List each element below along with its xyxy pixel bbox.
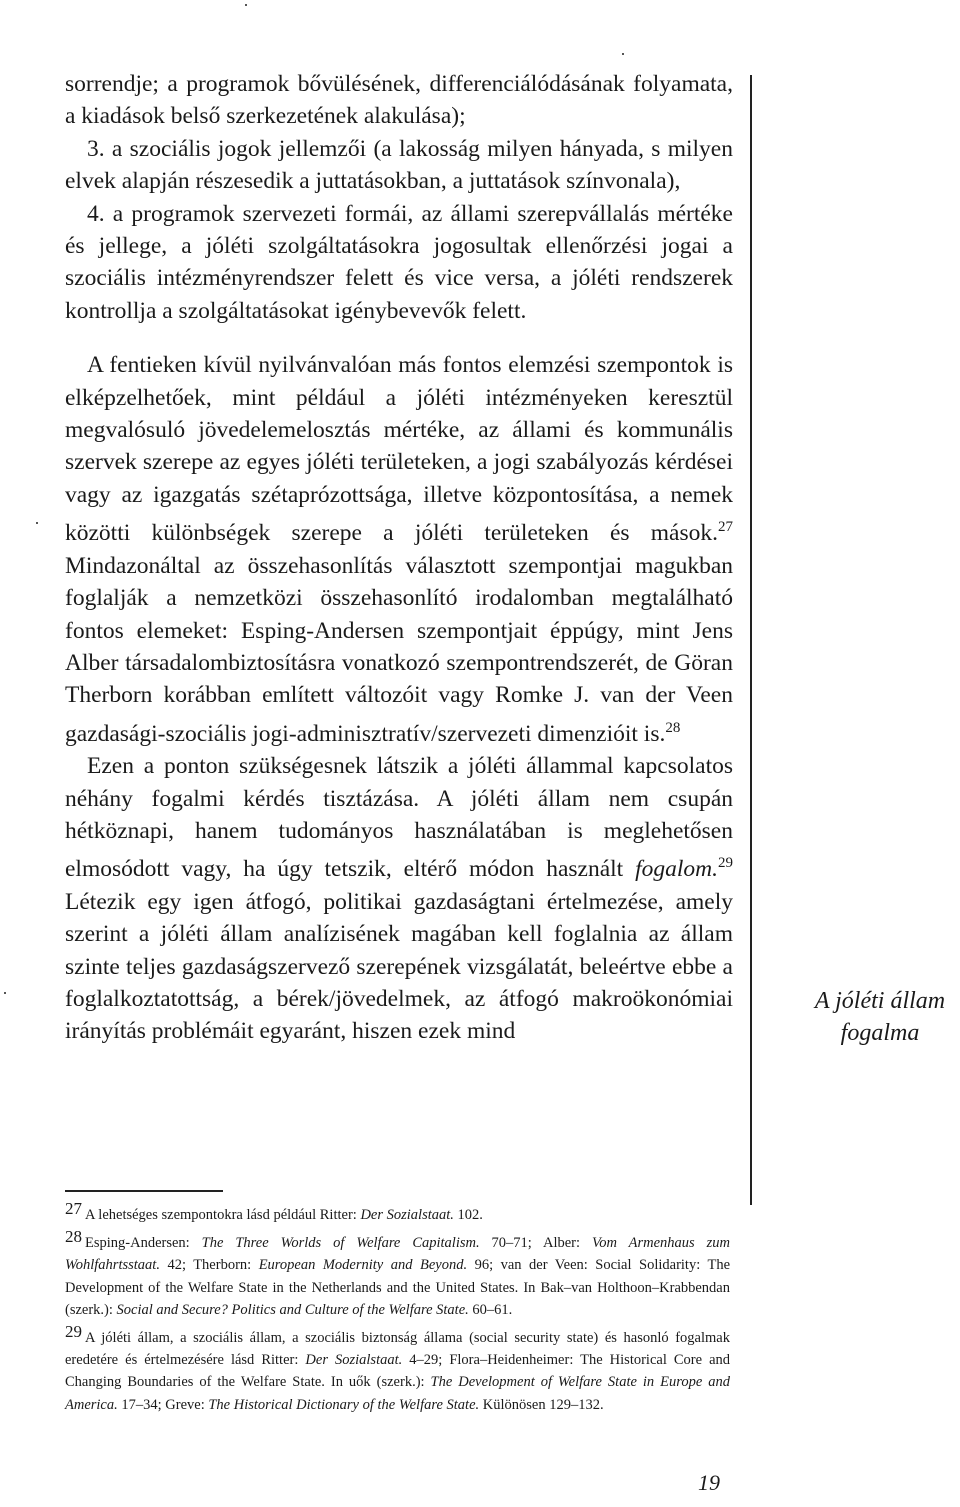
- paragraph-concept-term: fogalom.: [635, 856, 718, 883]
- list-item-4: 4. a programok szervezeti formái, az állami szerepvállalás mértéke és jellege, a jóléti szolgáltatásokra jogosultak ellenőrzési jogai a szociális intézményrendszer felett és vice versa, a jóléti rendszerek kontrollja a szolgáltatásokat igénybevevők felett.: [65, 200, 733, 324]
- paragraph-criteria-text-b: Mindazonáltal az összehasonlítás választott szempontjai magukban foglalják a nemzetközi összehasonlító irodalomban megtalálható fontos elemeket: Esping-Andersen szempontjait éppúgy, mint Jens Alber társadalombiztosításra vonatkozó szempontrendszerét, de Göran Therborn korábban említett változóit vagy Romke J. van der Veen gazdasági-szociális jogi-adminisztratív/szervezeti dimenzióit is.: [65, 552, 733, 747]
- footnote-part: 4–29; Flora–Heidenheimer: The Historical Core and Changing Boundaries of the Welfare State. In uők (szerk.):: [65, 1352, 731, 1391]
- footnote-number: 28: [65, 1227, 82, 1247]
- footnote-part-title: The Historical Dictionary of the Welfare State.: [208, 1396, 480, 1413]
- footnote-27: [65, 1198, 730, 1226]
- footnotes: [65, 1198, 730, 1416]
- footnote-ref-29: 29: [718, 855, 733, 872]
- footnote-part-title: Social and Secure? Politics and Culture of the Welfare State.: [116, 1301, 469, 1318]
- paragraph-list-continuation: sorrendje; a programok bővülésének, differenciálódásának folyamata, a kiadások belső szerkezetének alakulása);: [65, 71, 733, 130]
- footnote-28: [65, 1226, 730, 1321]
- scan-speck: [36, 522, 38, 524]
- paragraph-concept-text-a: Ezen a ponton szükségesnek látszik a jóléti állammal kapcsolatos néhány fogalmi kérdés tisztázása. A jóléti állam nem csupán hétköznapi, hanem tudományos használatában is meglehetősen elmosódott vagy, ha úgy tetszik, eltérő módon használt: [65, 753, 733, 883]
- margin-note-line-1: A jóléti állam: [814, 988, 946, 1014]
- footnote-part: Különösen 129–132.: [479, 1396, 604, 1413]
- footnote-part: 17–34; Greve:: [117, 1396, 209, 1413]
- paragraph-criteria-text-a: A fentieken kívül nyilvánvalóan más fontos elemzési szempontok is elképzelhetőek, mint például a jóléti intézményeken keresztül megvalósuló jövedelemelosztás mértéke, az állami és kommunális szervek szerepe az egyes jóléti területeken, a jogi szabályozás kérdései vagy az igazgatás szétaprózottsága, illetve központosítása, a nemek közötti különbségek szerepe a jóléti területeken és mások.: [65, 352, 733, 547]
- footnote-part: 60–61.: [468, 1301, 513, 1318]
- footnote-ref-27: 27: [718, 519, 733, 536]
- margin-note-line-2: fogalma: [840, 1020, 920, 1046]
- footnote-29: [65, 1321, 730, 1416]
- paragraph-criteria: [65, 349, 733, 750]
- footnote-part: Esping-Andersen:: [85, 1235, 202, 1252]
- paragraph-concept: [65, 750, 733, 1048]
- footnote-part: 102.: [453, 1207, 483, 1223]
- footnote-number: 27: [65, 1199, 82, 1218]
- footnote-part-title: Vom Armenhaus zum Wohlfahrtsstaat.: [65, 1235, 731, 1274]
- footnote-part: 96; van der Veen: Social Solidarity: The Development of the Welfare State in the Netherlands and the United States. In Bak–van Holthoon–Krabbendan (szerk.):: [65, 1257, 731, 1318]
- footnote-part-title: Der Sozialstaat.: [305, 1352, 403, 1369]
- scan-speck: [245, 4, 247, 6]
- margin-note: [800, 985, 960, 1049]
- scan-speck: [622, 53, 624, 55]
- footnote-part-title: Der Sozialstaat.: [360, 1207, 454, 1223]
- footnote-part-title: European Modernity and Beyond.: [258, 1257, 468, 1274]
- list-item-3: 3. a szociális jogok jellemzői (a lakosság milyen hányada, s milyen elvek alapján részesedik a juttatásokban, a juttatások színvonala),: [65, 135, 733, 195]
- footnote-part: A lehetséges szempontokra lásd például Ritter:: [85, 1207, 361, 1223]
- footnote-number: 29: [65, 1322, 82, 1342]
- footnote-separator: [65, 1190, 223, 1192]
- footnote-part: 70–71; Alber:: [479, 1235, 592, 1252]
- footnote-part: A jóléti állam, a szociális állam, a szociális biztonság állama (social security state) és hasonló fogalmak eredetére és értelmezésére lásd Ritter:: [65, 1330, 730, 1369]
- page-number: 19: [698, 1470, 720, 1495]
- main-text-column: [65, 68, 733, 1048]
- footnote-part: 42; Therborn:: [159, 1257, 259, 1274]
- margin-divider-line: [750, 75, 752, 1205]
- footnote-part-title: The Development of Welfare State in Europe and America.: [65, 1374, 730, 1413]
- paragraph-concept-text-b: Létezik egy igen átfogó, politikai gazdaságtani értelmezése, amely szerint a jóléti állam analízisének magában kell foglalnia az állam szinte teljes gazdaságszervező szerepének vizsgálatát, beleértve ebbe a foglalkoztatottság, a bérek/jövedelmek, az átfogó makroökonómiai irányítás problémáit egyaránt, hiszen ezek mind: [65, 888, 733, 1045]
- footnote-part-title: The Three Worlds of Welfare Capitalism.: [201, 1235, 480, 1252]
- footnote-ref-28: 28: [665, 719, 681, 736]
- scan-speck: [4, 992, 6, 994]
